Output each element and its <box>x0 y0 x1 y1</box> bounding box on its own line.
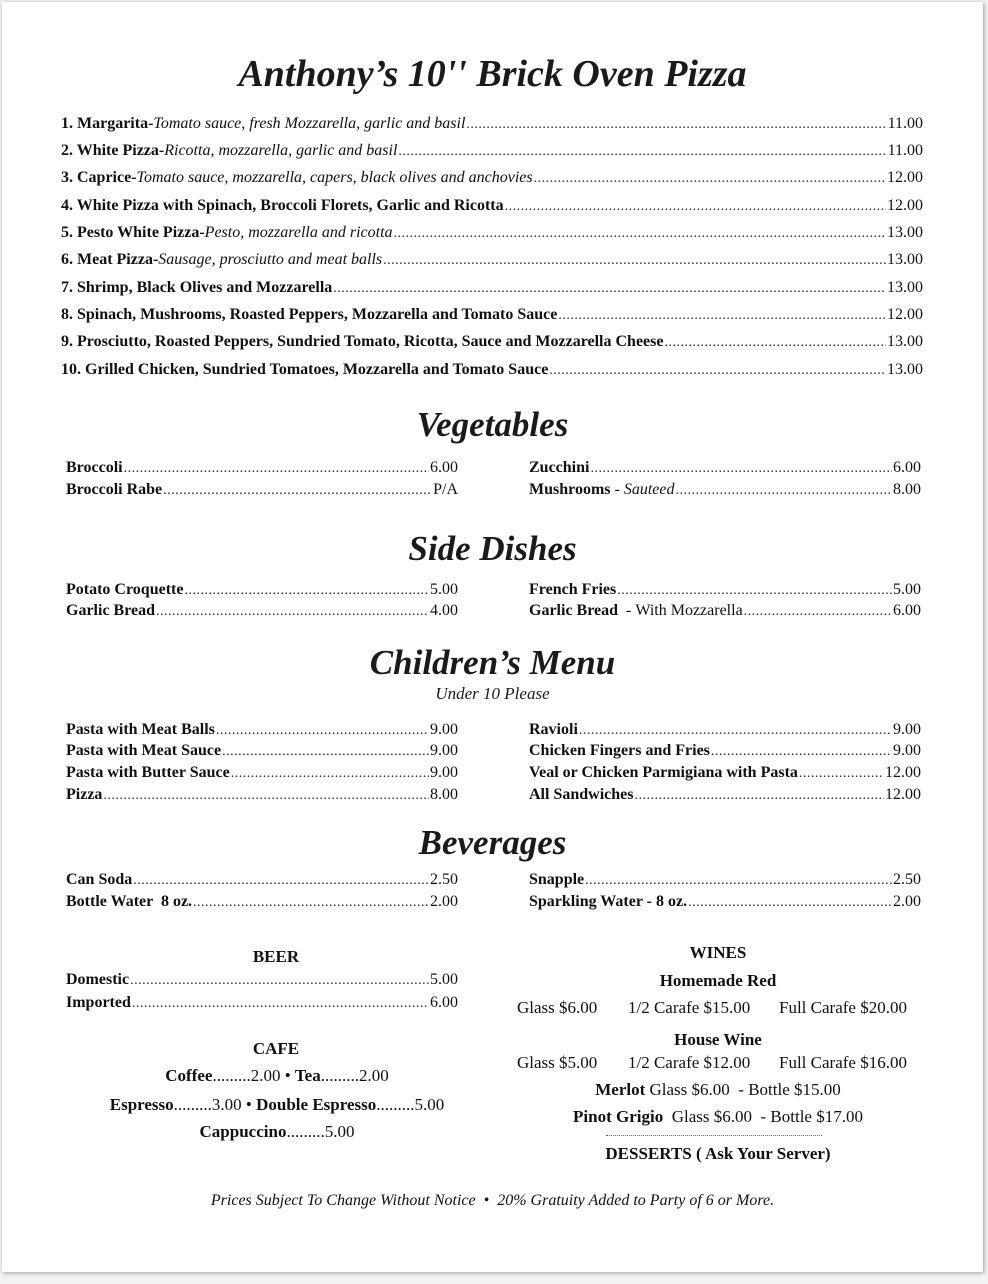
menu-item <box>66 480 458 501</box>
section-subheading: Under 10 Please <box>435 684 550 703</box>
menu-title: Anthony’s 10'' Brick Oven Pizza <box>238 53 747 95</box>
pizza-item: 2. White Pizza - Ricotta, mozzarella, garlic and basil ..... 11.00 <box>61 141 923 162</box>
pizza-item: 5. Pesto White Pizza - Pesto, mozzarella and ricotta ..... 13.00 <box>61 223 923 244</box>
item-price: P/A <box>433 481 458 498</box>
item-name: 1. Margarita <box>61 115 149 132</box>
item-name: 5. Pesto White Pizza <box>61 224 200 241</box>
pizza-item: 3. Caprice - Tomato sauce, mozzarella, capers, black olives and anchovies ..... 12.00 <box>61 168 923 189</box>
item-name: Espresso <box>109 1095 174 1114</box>
menu-item <box>66 785 458 806</box>
beer-heading: BEER <box>252 947 300 966</box>
item-name: Mushrooms <box>529 481 611 498</box>
pizza-item <box>61 305 923 326</box>
item-price: 6.00 <box>893 459 921 476</box>
menu-item: Garlic Bread - With Mozzarella ..... 6.00 <box>529 601 921 622</box>
menu-item <box>66 601 458 622</box>
item-name: Pasta with Butter Sauce <box>66 764 230 781</box>
item-name: Double Espresso <box>256 1095 377 1114</box>
wine-line-merlot <box>516 1080 920 1100</box>
item-description: Tomato sauce, fresh Mozzarella, garlic and basil <box>153 115 466 132</box>
item-price: 6.00 <box>893 602 921 619</box>
item-name: 10. Grilled Chicken, Sundried Tomatoes, Mozzarella and Tomato Sauce <box>61 361 549 378</box>
item-description: Tomato sauce, mozzarella, capers, black olives and anchovies <box>136 169 533 186</box>
item-price: 11.00 <box>887 115 923 132</box>
item-name: Merlot <box>595 1080 646 1099</box>
item-price: 11.00 <box>887 142 923 159</box>
section-heading-side-dishes: Side Dishes <box>408 529 577 568</box>
separator: • <box>284 1066 291 1085</box>
item-name: All Sandwiches <box>529 786 634 803</box>
menu-item <box>529 741 921 762</box>
item-name: Pizza <box>66 786 103 803</box>
menu-item <box>66 993 458 1014</box>
cafe-line: Espresso.........3.00 • Double Espresso.........5.00 <box>109 1095 445 1114</box>
item-name: 9. Prosciutto, Roasted Peppers, Sundried Tomato, Ricotta, Sauce and Mozzarella Cheese <box>61 333 664 350</box>
item-description: Ricotta, mozzarella, garlic and basil <box>164 142 398 159</box>
footer-note: Prices Subject To Change Without Notice • 20% Gratuity Added to Party of 6 or More. <box>210 1192 775 1209</box>
menu-item <box>66 970 458 991</box>
item-description: Sauteed <box>623 481 675 498</box>
menu-item <box>529 785 921 806</box>
item-name: Pasta with Meat Balls <box>66 721 215 738</box>
menu-page <box>2 2 983 1272</box>
item-price: 2.00 <box>430 893 458 910</box>
item-name: Pasta with Meat Sauce <box>66 742 222 759</box>
menu-item: Mushrooms - Sauteed ..... 8.00 <box>529 480 921 501</box>
item-price: 2.00 <box>358 1066 389 1085</box>
menu-item <box>529 458 921 479</box>
item-price: 9.00 <box>893 742 921 759</box>
menu-item <box>529 870 921 891</box>
item-price: 2.00 <box>250 1066 281 1085</box>
item-price: 12.00 <box>885 786 921 803</box>
menu-item <box>66 458 458 479</box>
menu-item <box>529 720 921 741</box>
item-price: 13.00 <box>887 279 923 296</box>
item-price: 5.00 <box>324 1122 355 1141</box>
item-name: Chicken Fingers and Fries <box>529 742 710 759</box>
item-name: Potato Croquette <box>66 581 184 598</box>
item-name: Broccoli Rabe <box>66 481 163 498</box>
wine-price-half-carafe: 1/2 Carafe $15.00 <box>628 998 751 1017</box>
item-price: 12.00 <box>887 197 923 214</box>
item-price: Glass $6.00 - Bottle $15.00 <box>649 1080 841 1099</box>
wine-title: Homemade Red <box>659 971 777 990</box>
section-heading-childrens-menu: Children’s Menu <box>369 643 616 682</box>
item-price: 8.00 <box>430 786 458 803</box>
item-price: 12.00 <box>887 306 923 323</box>
item-price: 6.00 <box>430 459 458 476</box>
pizza-item <box>61 196 923 217</box>
item-name: French Fries <box>529 581 617 598</box>
item-price: 9.00 <box>430 721 458 738</box>
item-price: 12.00 <box>885 764 921 781</box>
item-name: Broccoli <box>66 459 123 476</box>
wine-title: House Wine <box>674 1030 762 1049</box>
item-price: 8.00 <box>893 481 921 498</box>
item-name: Snapple <box>529 871 585 888</box>
menu-item <box>66 741 458 762</box>
item-price: 5.00 <box>430 581 458 598</box>
item-price: 13.00 <box>887 333 923 350</box>
item-name: 6. Meat Pizza <box>61 251 153 268</box>
menu-item <box>529 763 921 784</box>
divider <box>606 1135 822 1136</box>
item-price: 2.00 <box>893 893 921 910</box>
item-price: 6.00 <box>430 994 458 1011</box>
wine-price-full-carafe: Full Carafe $16.00 <box>779 1053 907 1072</box>
item-name: Garlic Bread <box>529 602 619 619</box>
section-heading-beverages: Beverages <box>418 823 567 862</box>
item-name: Sparkling Water - 8 oz. <box>529 893 688 910</box>
menu-item <box>66 892 458 913</box>
item-name: Can Soda <box>66 871 133 888</box>
item-name: 4. White Pizza with Spinach, Broccoli Florets, Garlic and Ricotta <box>61 197 504 214</box>
menu-item <box>529 892 921 913</box>
item-price: 2.50 <box>893 871 921 888</box>
item-price: 12.00 <box>887 169 923 186</box>
wines-heading: WINES <box>689 943 747 962</box>
item-price: 5.00 <box>430 971 458 988</box>
wine-price-full-carafe: Full Carafe $20.00 <box>779 998 907 1017</box>
wine-price-glass: Glass $6.00 <box>517 998 598 1017</box>
item-name: Cappuccino <box>199 1122 287 1141</box>
item-name: Pinot Grigio <box>573 1107 664 1126</box>
item-description: With Mozzarella <box>635 602 743 619</box>
item-description: Sausage, prosciutto and meat balls <box>158 251 383 268</box>
item-price: 3.00 <box>211 1095 242 1114</box>
item-name: 3. Caprice <box>61 169 132 186</box>
cafe-line: Coffee.........2.00 • Tea.........2.00 <box>165 1066 389 1085</box>
item-price: 2.50 <box>430 871 458 888</box>
item-name: Tea <box>294 1066 321 1085</box>
item-price: 9.00 <box>893 721 921 738</box>
desserts-line: DESSERTS ( Ask Your Server) <box>605 1144 831 1163</box>
item-price: 13.00 <box>887 224 923 241</box>
item-price: 13.00 <box>887 361 923 378</box>
pizza-item: 6. Meat Pizza - Sausage, prosciutto and meat balls ..... 13.00 <box>61 250 923 271</box>
item-price: 5.00 <box>414 1095 445 1114</box>
section-heading-vegetables: Vegetables <box>416 405 569 444</box>
item-price: 9.00 <box>430 742 458 759</box>
item-name: Domestic <box>66 971 130 988</box>
wine-line-pinot-grigio <box>516 1107 920 1127</box>
item-name: Imported <box>66 994 131 1011</box>
item-name: 2. White Pizza <box>61 142 159 159</box>
item-price: 5.00 <box>893 581 921 598</box>
pizza-item <box>61 360 923 381</box>
item-price: 4.00 <box>430 602 458 619</box>
item-name: Veal or Chicken Parmigiana with Pasta <box>529 764 798 781</box>
cafe-line: Cappuccino.........5.00 <box>199 1122 355 1141</box>
item-price: Glass $6.00 - Bottle $17.00 <box>671 1107 863 1126</box>
menu-item <box>66 870 458 891</box>
item-name: Ravioli <box>529 721 578 738</box>
cafe-heading: CAFE <box>252 1039 300 1058</box>
menu-item <box>66 720 458 741</box>
item-name: Garlic Bread <box>66 602 156 619</box>
item-name: 7. Shrimp, Black Olives and Mozzarella <box>61 279 333 296</box>
menu-item <box>66 580 458 601</box>
item-name: Coffee <box>165 1066 213 1085</box>
item-description: Pesto, mozzarella and ricotta <box>204 224 393 241</box>
item-name: Bottle Water 8 oz. <box>66 893 193 910</box>
item-price: 13.00 <box>887 251 923 268</box>
separator: • <box>245 1095 252 1114</box>
pizza-item: 1. Margarita - Tomato sauce, fresh Mozzarella, garlic and basil ..... 11.00 <box>61 114 923 135</box>
wine-price-half-carafe: 1/2 Carafe $12.00 <box>628 1053 751 1072</box>
wine-price-glass: Glass $5.00 <box>517 1053 598 1072</box>
pizza-item <box>61 278 923 299</box>
menu-item <box>529 580 921 601</box>
item-price: 9.00 <box>430 764 458 781</box>
item-name: Zucchini <box>529 459 590 476</box>
pizza-item <box>61 332 923 353</box>
menu-item <box>66 763 458 784</box>
item-name: 8. Spinach, Mushrooms, Roasted Peppers, Mozzarella and Tomato Sauce <box>61 306 558 323</box>
